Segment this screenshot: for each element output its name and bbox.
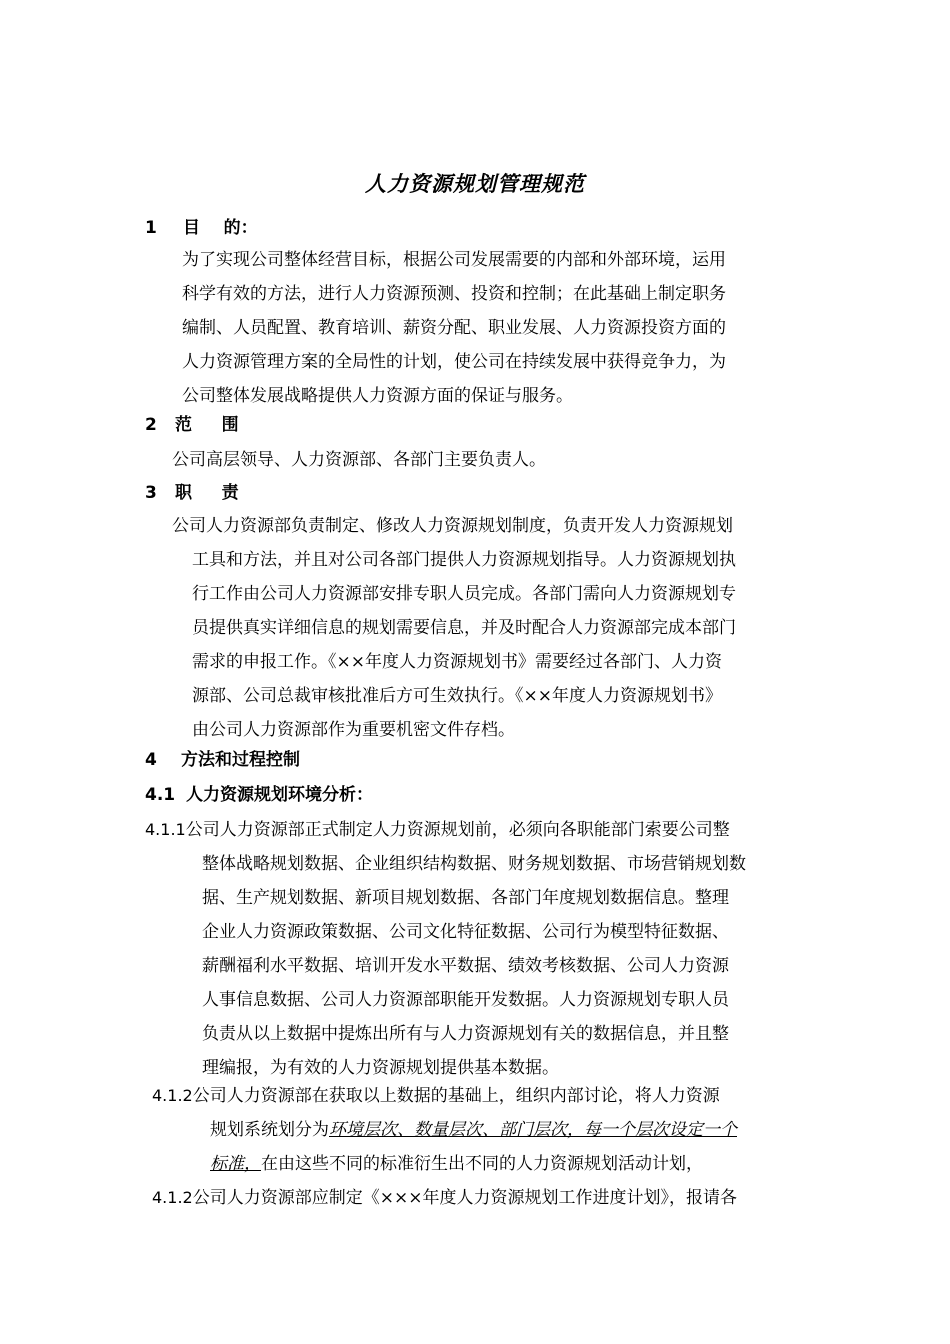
section-3-line: 公司人力资源部负责制定、修改人力资源规划制度，负责开发人力资源规划 bbox=[172, 516, 733, 536]
section-4-1-2a-line bbox=[152, 1147, 812, 1181]
section-4-1-1-line: 薪酬福利水平数据、培训开发水平数据、绩效考核数据、公司人力资源 bbox=[202, 956, 729, 976]
section-4-1-1-line: 据、生产规划数据、新项目规划数据、各部门年度规划数据信息。整理 bbox=[202, 888, 729, 908]
section-1-number: 1 bbox=[145, 218, 157, 238]
section-1-line: 科学有效的方法，进行人力资源预测、投资和控制；在此基础上制定职务 bbox=[182, 284, 726, 304]
section-4-1-2a-text: 公司人力资源部在获取以上数据的基础上，组织内部讨论，将人力资源 bbox=[192, 1086, 720, 1106]
section-2-number: 2 bbox=[145, 415, 157, 435]
section-1-line: 人力资源管理方案的全局性的计划，使公司在持续发展中获得竞争力，为 bbox=[182, 352, 726, 372]
section-1-line: 为了实现公司整体经营目标，根据公司发展需要的内部和外部环境，运用 bbox=[182, 250, 726, 270]
section-3-line: 需求的申报工作。《××年度人力资源规划书》需要经过各部门、人力资 bbox=[192, 652, 722, 672]
section-4-1-number: 4.1 bbox=[145, 785, 176, 805]
section-4-number: 4 bbox=[145, 750, 157, 770]
section-2-heading bbox=[145, 413, 239, 437]
section-4-1-1-body bbox=[145, 813, 813, 1085]
section-3-line: 员提供真实详细信息的规划需要信息，并及时配合人力资源部完成本部门 bbox=[192, 618, 736, 638]
section-3-line: 由公司人力资源部作为重要机密文件存档。 bbox=[192, 720, 515, 740]
section-4-1-2a-line bbox=[152, 1079, 812, 1113]
section-3-line: 行工作由公司人力资源部安排专职人员完成。各部门需向人力资源规划专 bbox=[192, 584, 736, 604]
section-3-line: 工具和方法，并且对公司各部门提供人力资源规划指导。人力资源规划执 bbox=[192, 550, 736, 570]
section-4-1-1-line: 负责从以上数据中提炼出所有与人力资源规划有关的数据信息，并且整 bbox=[202, 1024, 729, 1044]
section-4-1-2a-number: 4.1.2 bbox=[152, 1086, 193, 1105]
section-4-1-2b-number: 4.1.2 bbox=[152, 1188, 193, 1207]
section-3-body bbox=[172, 509, 812, 747]
section-4-1-2b-line bbox=[152, 1181, 817, 1215]
section-1-line: 编制、人员配置、教育培训、薪资分配、职业发展、人力资源投资方面的 bbox=[182, 318, 726, 338]
section-1-body bbox=[182, 243, 808, 413]
section-4-1-2a-underlined: 环境层次、数量层次、部门层次，每一个层次设定一个 bbox=[329, 1120, 737, 1140]
section-4-heading bbox=[145, 748, 300, 772]
section-4-1-2a-line bbox=[152, 1113, 812, 1147]
section-4-1-1-line: 理编报，为有效的人力资源规划提供基本数据。 bbox=[202, 1058, 559, 1078]
section-4-1-1-text: 公司人力资源部正式制定人力资源规划前，必须向各职能部门索要公司整 bbox=[185, 820, 730, 840]
section-1-line: 公司整体发展战略提供人力资源方面的保证与服务。 bbox=[182, 386, 573, 406]
section-4-1-2b-text: 公司人力资源部应制定《×××年度人力资源规划工作进度计划》，报请各 bbox=[192, 1188, 737, 1208]
document-title: 人力资源规划管理规范 bbox=[365, 172, 585, 196]
section-2-title: 范 围 bbox=[175, 415, 239, 435]
section-3-line: 源部、公司总裁审核批准后方可生效执行。《××年度人力资源规划书》 bbox=[192, 686, 722, 706]
section-3-number: 3 bbox=[145, 483, 157, 503]
section-4-title: 方法和过程控制 bbox=[181, 750, 300, 770]
section-4-1-2a-body bbox=[152, 1079, 812, 1181]
section-4-1-1-line: 整体战略规划数据、企业组织结构数据、财务规划数据、市场营销规划数 bbox=[202, 854, 746, 874]
section-4-1-2b-body bbox=[152, 1181, 817, 1215]
section-4-1-2a-plain: 规划系统划分为 bbox=[210, 1120, 329, 1140]
section-4-1-title: 人力资源规划环境分析： bbox=[186, 785, 373, 805]
section-3-heading bbox=[145, 481, 239, 505]
section-4-1-heading bbox=[145, 783, 373, 807]
section-4-1-2a-plain: 在由这些不同的标准衍生出不同的人力资源规划活动计划， bbox=[261, 1154, 703, 1174]
section-1-title: 目 的： bbox=[183, 218, 258, 238]
section-3-title: 职 责 bbox=[175, 483, 239, 503]
section-4-1-1-number: 4.1.1 bbox=[145, 820, 186, 839]
section-4-1-1-line bbox=[145, 813, 813, 847]
section-4-1-1-line: 人事信息数据、公司人力资源部职能开发数据。人力资源规划专职人员 bbox=[202, 990, 729, 1010]
section-4-1-2a-underlined: 标准， bbox=[210, 1154, 261, 1174]
section-4-1-1-line: 企业人力资源政策数据、公司文化特征数据、公司行为模型特征数据、 bbox=[202, 922, 729, 942]
section-1-heading bbox=[145, 216, 258, 240]
section-2-line: 公司高层领导、人力资源部、各部门主要负责人。 bbox=[172, 450, 546, 470]
section-2-body bbox=[172, 443, 808, 477]
